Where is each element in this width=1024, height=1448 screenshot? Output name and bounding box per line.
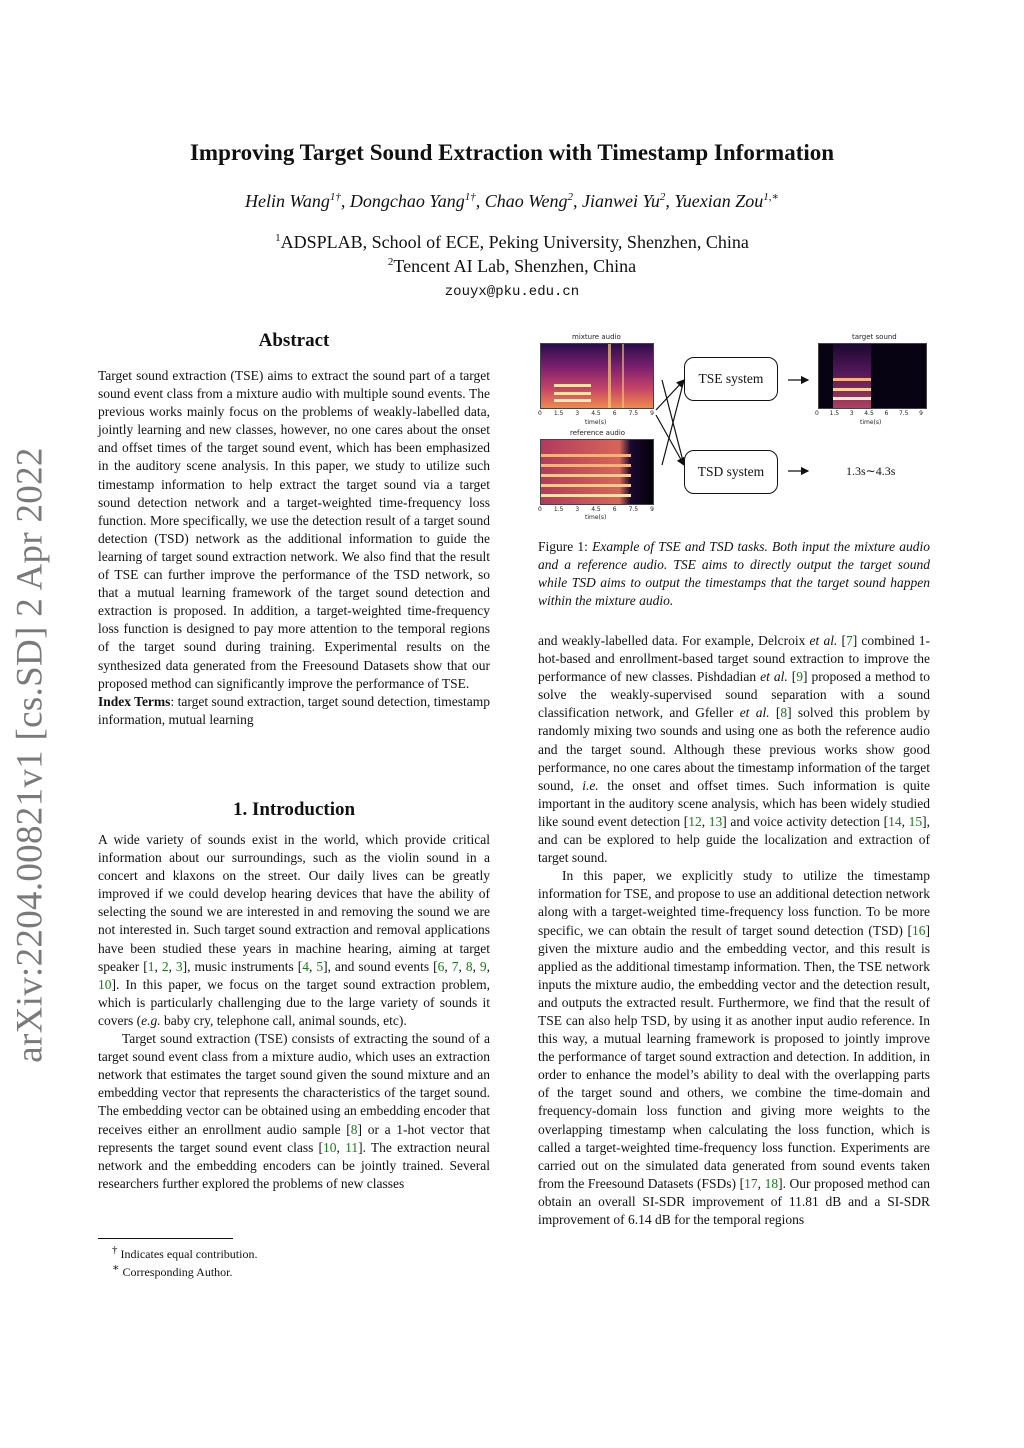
citation-link[interactable]: 2 [161, 958, 169, 974]
tsd-output-timestamps: 1.3s∼4.3s [846, 464, 896, 478]
intro-paragraph-1: A wide variety of sounds exist in the world, which provide critical information about our surroundings, such as the violin sound in a concert and klaxons on the street. Our daily lives can be greatly improved if we could develop hearing devices that have the ability of selecting the sound we are interested in and removing the sound we are not interested in. Such target sound extraction and removal applications have been studied these years in machine hearing, aiming at target speaker [1, 2, 3], music instruments [4, 5], and sound events [6, 7, 8, 9, 10]. In this paper, we focus on the target sound extraction problem, which is particularly challenging due to the large variety of sounds it covers (e.g. baby cry, telephone call, animal sounds, etc). [98, 832, 491, 1028]
affiliation-2: $^2$Tencent AI Lab, Shenzhen, China [387, 256, 637, 276]
mixture-time-label: time(s) [585, 419, 607, 426]
axis-tick: 1.5 [829, 410, 840, 417]
citation-link[interactable]: 9 [796, 669, 803, 685]
abstract-body [98, 367, 490, 729]
axis-tick: 0 [538, 506, 542, 513]
intro-paragraph-2: Target sound extraction (TSE) consists of extracting the sound of a target sound event class from a mixture audio, which uses an extraction network that estimates the target sound given the sound mixture and an embedding vector that represents the characteristics of the target sound. The embedding vector can be obtained using an embedding encoder that receives either an enrollment audio sample [8] or a 1-hot vector that represents the target sound event class [10, 11]. The extraction neural network and the embedding encoders can be jointly trained. Several researchers further explored the problems of new classes [98, 1031, 490, 1191]
reference-time-label: time(s) [585, 514, 607, 521]
citation-link[interactable]: 4 [302, 958, 309, 974]
tse-system-box: TSE system [684, 357, 778, 401]
citation-link[interactable]: 3 [175, 958, 183, 974]
citation-link[interactable]: 8 [350, 1121, 358, 1137]
intro-paragraph-4: In this paper, we explicitly study to utilize the timestamp information for TSE, and propose to use an additional detection network along with a target-weighted time-frequency loss function. To be more specific, we can obtain the result of target sound detection (TSD) [16] given the mixture audio and the embedding vector, and this result is applied as the additional timestamp information. Then, the TSE network inputs the mixture audio, the embedding vector and the detection result, and outputs the extracted result. Furthermore, we find that the result of TSE can also help TSD, by using it as another input audio reference. In this way, a mutual learning framework is proposed to jointly improve the performance of target sound extraction and detection. In addition, in order to enhance the model’s ability to deal with the overlapping parts of the target sound and others, we combine the time-domain and frequency-domain loss function and giving more weights to the overlapping timestamp when calculating the loss function, which is called a target-weighted time-frequency loss function. Experiments are carried out on the simulated data generated from sound events taken from the Freesound Datasets (FSDs) [17, 18]. Our proposed method can obtain an overall SI-SDR improvement of 11.81 dB and a SI-SDR improvement of 6.14 dB for the temporal regions [538, 868, 931, 1227]
citation-link[interactable]: 7 [845, 633, 853, 648]
citation-link[interactable]: 12 [688, 813, 702, 829]
affiliation-1: $^1$ADSPLAB, School of ECE, Peking University, Shenzhen, China [275, 232, 749, 252]
axis-tick: 4.5 [591, 506, 601, 513]
author-name: Jianwei Yu$^2$ [582, 191, 666, 211]
footnote-rule [98, 1238, 233, 1239]
citation-link[interactable]: 16 [912, 922, 926, 938]
axis-tick: 9 [650, 410, 654, 417]
axis-tick: 3 [575, 506, 580, 513]
intro-paragraph-3: and weakly-labelled data. For example, Delcroix et al. [7] combined 1-hot-based and enrollment-based target sound extraction to improve the performance of new classes. Pishdadian et al. [9] proposed a method to solve the weakly-supervised sound separation with a sound classification network, and Gfeller et al. [8] solved this problem by randomly mixing two sounds and using one as both the reference audio and the target sound. Although these previous works show good performance, no one cares about the timestamp information of the target sound, i.e. the onset and offset times. Such information is quite important in the auditory scene analysis, which has been widely studied like sound event detection [12, 13] and voice activity detection [14, 15], and can be explored to help guide the localization and extraction of target sound. [538, 633, 931, 866]
axis-tick: 3 [849, 410, 854, 417]
target-time-ticks [815, 410, 923, 417]
author-name: Helin Wang$^{1\dagger}$ [245, 191, 341, 211]
target-spectrogram [818, 343, 927, 409]
axis-tick: 6 [612, 410, 617, 417]
reference-time-ticks [538, 506, 654, 513]
axis-tick: 1.5 [553, 410, 564, 417]
abstract-heading: Abstract [258, 330, 330, 351]
citation-link[interactable]: 1 [147, 958, 155, 974]
citation-link[interactable]: 8 [780, 705, 788, 721]
intro-right-column [538, 632, 930, 1229]
author-name: Chao Weng$^2$ [484, 191, 574, 211]
citation-link[interactable]: 7 [451, 958, 459, 974]
citation-link[interactable]: 10 [98, 976, 112, 992]
axis-tick: 0 [538, 410, 542, 417]
axis-tick: 9 [650, 506, 654, 513]
author-name: Yuexian Zou$^{1,∗}$ [674, 191, 779, 211]
contact-email: zouyx@pku.edu.cn [444, 284, 580, 300]
citation-link[interactable]: 6 [437, 958, 445, 974]
mixture-time-ticks [538, 410, 654, 417]
citation-link[interactable]: 18 [764, 1175, 779, 1191]
axis-tick: 4.5 [591, 410, 601, 417]
author-name: Dongchao Yang$^{1\dagger}$ [349, 191, 476, 211]
axis-tick: 6 [884, 410, 889, 417]
axis-tick: 4.5 [864, 410, 874, 417]
paper-title: Improving Target Sound Extraction with Timestamp Information [189, 140, 835, 165]
mixture-audio-label: mixture audio [572, 333, 621, 341]
axis-tick: 1.5 [553, 506, 564, 513]
intro-heading: 1. Introduction [232, 799, 356, 820]
citation-link[interactable]: 13 [708, 813, 723, 829]
index-terms: Index Terms: target sound extraction, target sound detection, timestamp information, mutual learning [98, 693, 490, 727]
citation-link[interactable]: 15 [908, 813, 923, 829]
axis-tick: 0 [815, 410, 819, 417]
mixture-spectrogram [540, 343, 654, 409]
reference-spectrogram [540, 439, 654, 505]
footnote-corresponding-author: ∗ Corresponding Author. [112, 1262, 233, 1279]
axis-tick: 7.5 [628, 506, 639, 513]
intro-left-column [98, 831, 490, 1193]
tsd-system-box: TSD system [684, 450, 778, 494]
figure-1-caption: Figure 1: Example of TSE and TSD tasks. Both input the mixture audio and a reference audio. TSE aims to directly output the target sound while TSD aims to output the timestamps that the target sound happen within the mixture audio. [538, 539, 930, 609]
axis-tick: 9 [919, 410, 923, 417]
footnote-equal-contribution: † Indicates equal contribution. [112, 1244, 258, 1261]
citation-link[interactable]: 17 [744, 1175, 758, 1191]
citation-link[interactable]: 9 [479, 958, 487, 974]
abstract-text: Target sound extraction (TSE) aims to extract the sound part of a target sound event class from a mixture audio with multiple sound events. The previous works mainly focus on the problems of weakly-labelled data, jointly learning and new classes, however, no one cares about the onset and offset times of the target sound event, which has been emphasized in the auditory scene analysis. In this paper, we study to utilize such timestamp information to help extract the target sound via a target sound detection network and a target-weighted time-frequency loss function. More specifically, we use the detection result of a target sound detection (TSD) network as the additional information to guide the learning of target sound extraction network. We also find that the result of TSE can further improve the performance of the TSD network, so that a mutual learning framework of the target sound detection and extraction is proposed. In addition, a target-weighted time-frequency loss function is designed to pay more attention to the temporal regions of the target sound during training. Experimental results on the synthesized data generated from the Freesound Datasets show that our proposed method can significantly improve the performance of TSE. [98, 368, 490, 691]
citation-link[interactable]: 8 [465, 958, 473, 974]
citation-link[interactable]: 11 [345, 1139, 359, 1155]
axis-tick: 7.5 [628, 410, 639, 417]
axis-tick: 3 [575, 410, 580, 417]
citation-link[interactable]: 14 [888, 813, 902, 829]
axis-tick: 7.5 [898, 410, 909, 417]
citation-link[interactable]: 5 [316, 958, 324, 974]
target-sound-label: target sound [852, 333, 897, 341]
reference-audio-label: reference audio [570, 429, 626, 437]
author-list: Helin Wang$^{1\dagger}$, Dongchao Yang$^{1\dagger}$, Chao Weng$^2$, Jianwei Yu$^2$, Yuexian Zou$^{1,∗}$ [245, 191, 779, 211]
axis-tick: 6 [612, 506, 617, 513]
arxiv-identifier: arXiv:2204.00821v1 [cs.SD] 2 Apr 2022 [9, 447, 51, 1063]
target-time-label: time(s) [860, 419, 882, 426]
citation-link[interactable]: 10 [323, 1139, 337, 1155]
